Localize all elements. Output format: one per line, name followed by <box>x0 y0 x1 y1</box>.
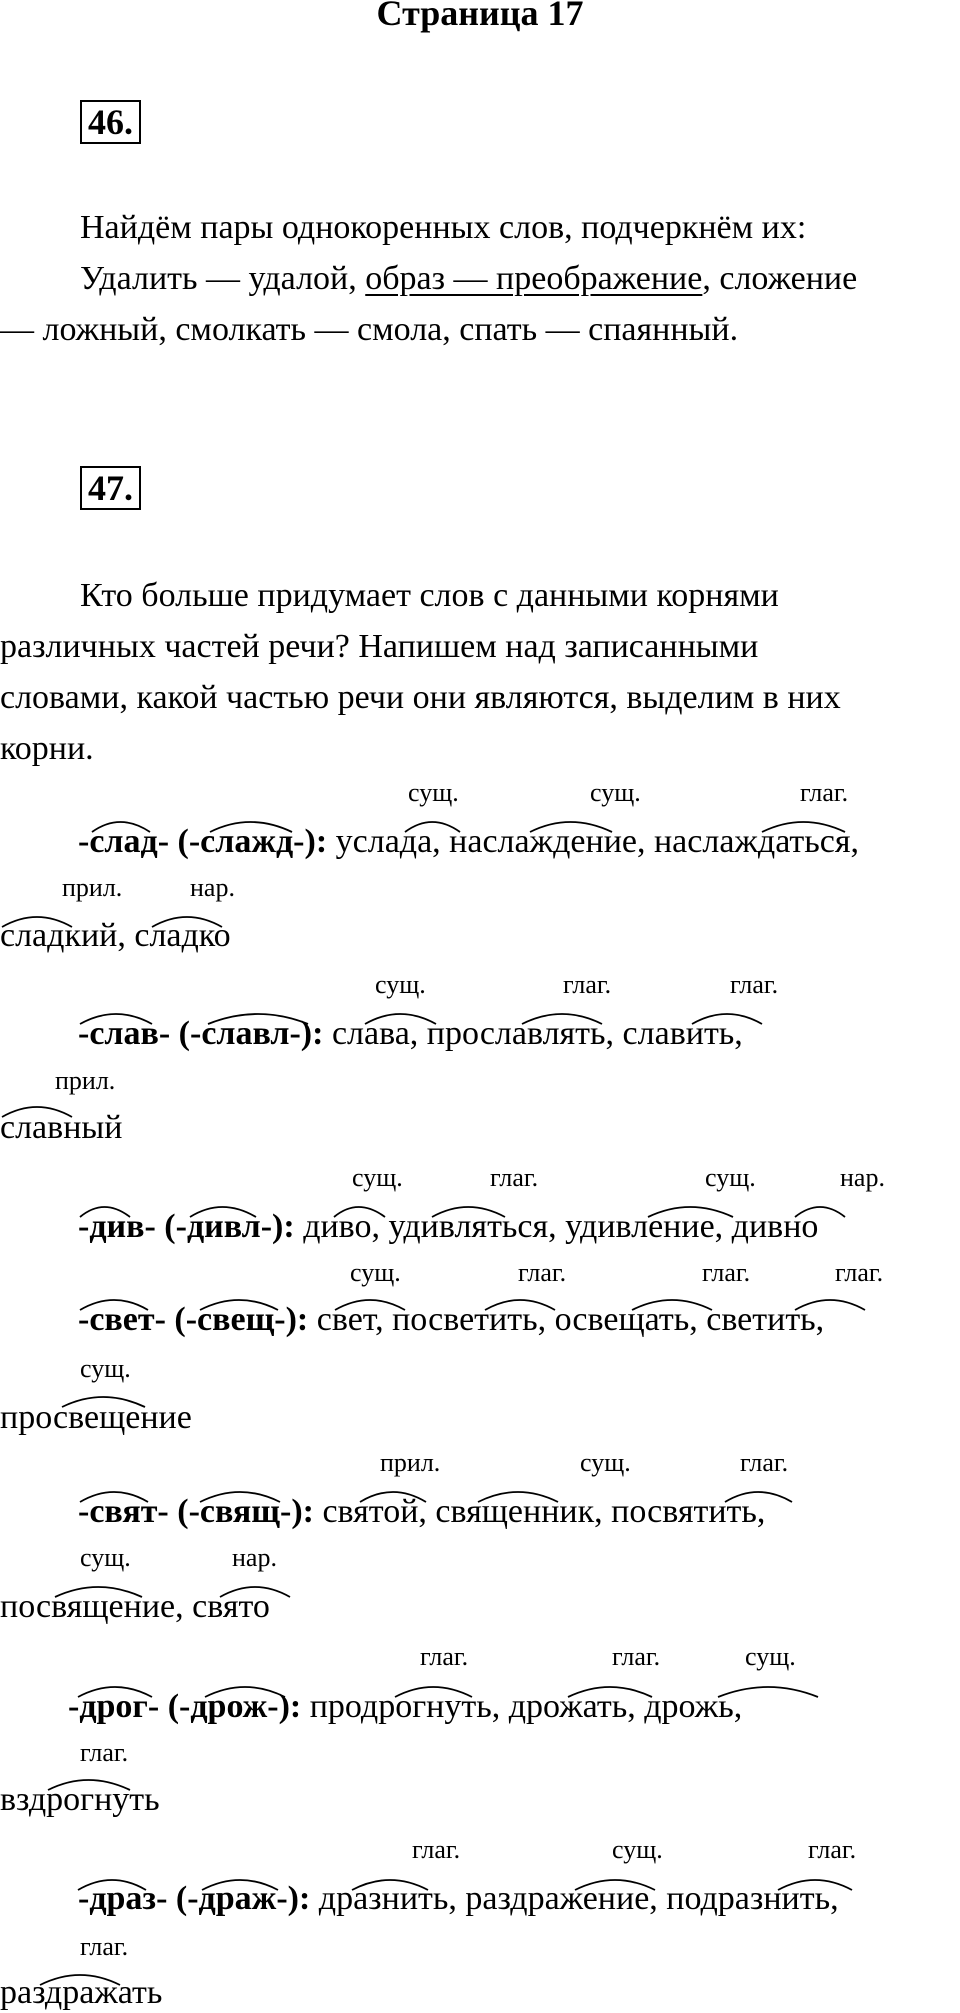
pos-label: глаг. <box>808 1835 857 1864</box>
pos-label: сущ. <box>580 1448 631 1477</box>
exercise-46-intro: Найдём пары однокоренных слов, подчеркнём их: <box>80 209 807 246</box>
pos-label: глаг. <box>80 1932 129 1961</box>
pos-label: сущ. <box>745 1642 796 1671</box>
word-row: раздражать <box>0 1974 163 2011</box>
pos-label: сущ. <box>80 1354 131 1383</box>
pos-label: сущ. <box>350 1258 401 1287</box>
pos-label: глаг. <box>702 1258 751 1287</box>
pos-label: сущ. <box>705 1163 756 1192</box>
pos-label: глаг. <box>740 1448 789 1477</box>
root-arc <box>405 822 460 832</box>
root-label: -див- (-дивл-): <box>78 1208 295 1245</box>
pos-label: глаг. <box>835 1258 884 1287</box>
root-arc <box>210 822 292 832</box>
pos-label: прил. <box>62 873 123 902</box>
pos-label: глаг. <box>412 1835 461 1864</box>
pos-label: глаг. <box>730 970 779 999</box>
pos-label: сущ. <box>590 778 641 807</box>
exercise-46-number: 46. <box>80 100 141 144</box>
pos-label: глаг. <box>563 970 612 999</box>
pos-label: глаг. <box>800 778 849 807</box>
root-row <box>78 1879 839 1919</box>
pos-label: глаг. <box>490 1163 539 1192</box>
root-arc <box>92 822 150 832</box>
pos-label: нар. <box>190 873 235 902</box>
exercise-46-line3: — ложный, смолкать — смола, спать — спаянный. <box>0 311 739 348</box>
pos-label: сущ. <box>375 970 426 999</box>
exercise-47-para-line-1: Кто больше придумает слов с данными корнями <box>80 577 779 614</box>
word-list: дразнить, раздражение, подразнить, <box>310 1880 839 1917</box>
root-row <box>78 1207 818 1247</box>
word-row: просвещение <box>0 1399 192 1436</box>
root-arc <box>762 822 845 832</box>
page-title: Страница 17 <box>376 0 584 33</box>
line2-part-a: Удалить — удалой, <box>80 260 366 297</box>
pos-label: сущ. <box>352 1163 403 1192</box>
line2-part-b: , сложение <box>702 260 858 297</box>
root-label: -свят- (-свящ-): <box>78 1493 314 1530</box>
root-arc <box>530 822 612 832</box>
root-row <box>78 1492 765 1532</box>
pos-label: прил. <box>55 1066 116 1095</box>
exercise-47-para-line-4: корни. <box>0 730 94 767</box>
word-list: свет, посветить, освещать, светить, <box>308 1301 825 1338</box>
word-list: услада, наслаждение, наслаждаться, <box>327 823 860 860</box>
root-label: -драз- (-драж-): <box>78 1880 311 1917</box>
root-row <box>78 1300 824 1340</box>
pos-label: прил. <box>380 1448 441 1477</box>
pos-label: сущ. <box>80 1543 131 1572</box>
pos-label: сущ. <box>612 1835 663 1864</box>
pos-label: глаг. <box>612 1642 661 1671</box>
pos-label: глаг. <box>518 1258 567 1287</box>
underlined-pair: образ — преображение <box>365 260 703 297</box>
root-label: -слав- (-славл-): <box>78 1015 324 1052</box>
word-list: слава, прославлять, славить, <box>323 1015 743 1052</box>
root-row <box>68 1687 742 1727</box>
pos-label: глаг. <box>420 1642 469 1671</box>
word-row: вздрогнуть <box>0 1781 160 1818</box>
exercise-47-para-line-3: словами, какой частью речи они являются, выделим в них <box>0 679 841 716</box>
exercise-47-number: 47. <box>80 466 141 510</box>
pos-label: нар. <box>232 1543 277 1572</box>
word-list: продрогнуть, дрожать, дрожь, <box>301 1688 743 1725</box>
pos-label: нар. <box>840 1163 885 1192</box>
root-label: -свет- (-свещ-): <box>78 1301 309 1338</box>
word-list: святой, священник, посвятить, <box>313 1493 766 1530</box>
pos-label: глаг. <box>80 1738 129 1767</box>
word-row: посвящение, свято <box>0 1588 270 1625</box>
exercise-47-para-line-2: различных частей речи? Напишем над записанными <box>0 628 759 665</box>
word-row: славный <box>0 1109 123 1146</box>
root-row <box>78 1014 743 1054</box>
pos-label: сущ. <box>408 778 459 807</box>
root-label: -дрог- (-дрож-): <box>68 1688 302 1725</box>
word-row: сладкий, сладко <box>0 917 231 954</box>
word-list: диво, удивляться, удивление, дивно <box>294 1208 819 1245</box>
root-label: -слад- (-слажд-): <box>78 823 328 860</box>
